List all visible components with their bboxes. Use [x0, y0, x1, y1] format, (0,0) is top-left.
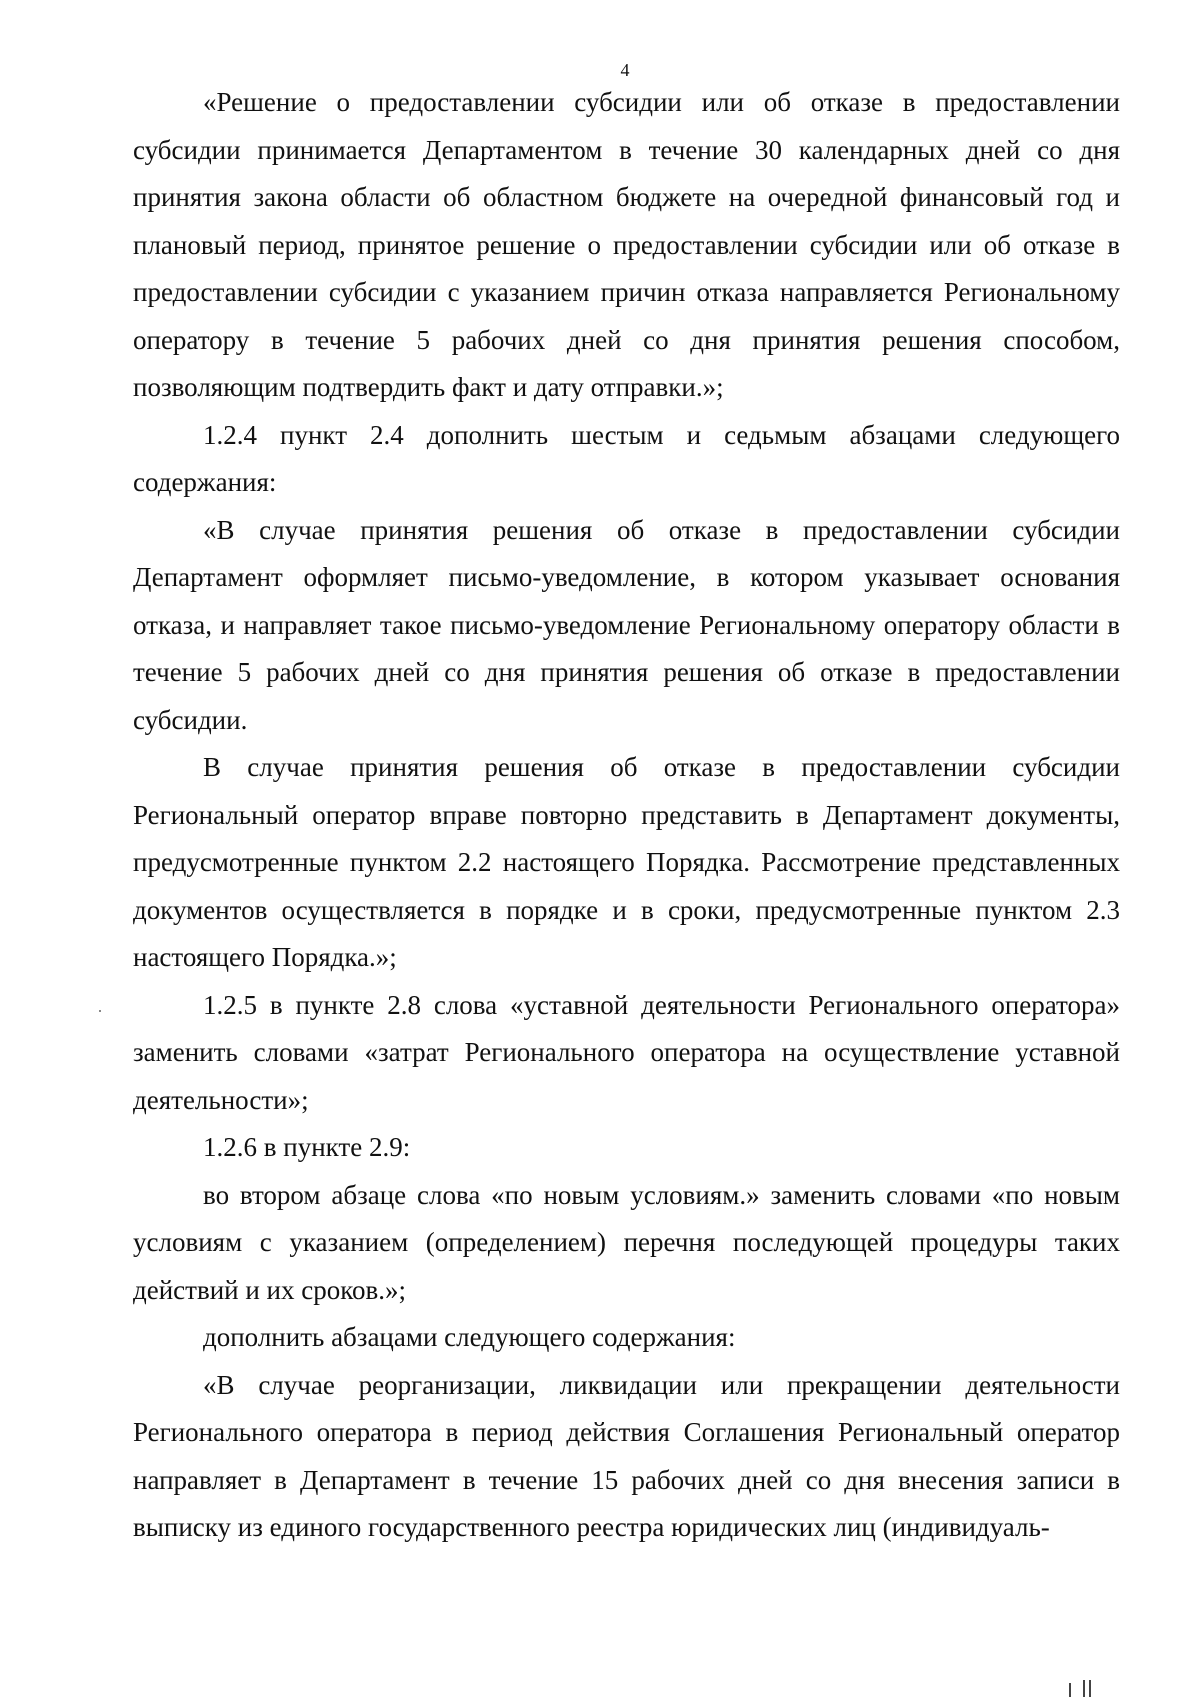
page-number: 4 [620, 60, 630, 80]
scan-artifact-mark-2 [1083, 1680, 1085, 1697]
paragraph-add-abzats: дополнить абзацами следующего содержания: [203, 1322, 736, 1352]
scan-artifact-dot [99, 1010, 101, 1012]
paragraph-second-abzats: во втором абзаце слова «по новым условиям.» заменить словами «по новым условиям с указанием (определением) перечня последующей процедуры таких действий и их сроков.»; [133, 1179, 1120, 1305]
paragraph-reorganization: «В случае реорганизации, ликвидации или прекращении деятельности Регионального оператора в период действия Соглашения Региональный оператор направляет в Департамент в течение 15 рабочих дней со дня внесения записи в выписку из единого государственного реестра юридических лиц (индивидуаль- [133, 1369, 1120, 1542]
paragraph-item-1-2-6: 1.2.6 в пункте 2.9: [203, 1132, 411, 1162]
scan-artifact-mark-1 [1069, 1683, 1071, 1697]
paragraph-subsidy-decision: «Решение о предоставлении субсидии или об отказе в предоставлении субсидии принимается Департаментом в течение 30 календарных дней со дня принятия закона области об областном бюджете на очередной финансовый год и плановый период, принятое решение о предоставлении субсидии или об отказе в предоставлении субсидии с указанием причин отказа направляется Региональному оператору в течение 5 рабочих дней со дня принятия решения способом, позволяющим подтвердить факт и дату отправки.»; [133, 87, 1120, 402]
scan-artifact-mark-3 [1089, 1680, 1091, 1697]
document-body [133, 79, 1120, 1552]
paragraph-item-1-2-5: 1.2.5 в пункте 2.8 слова «уставной деятельности Регионального оператора» заменить словами «затрат Регионального оператора на осуществление уставной деятельности»; [133, 989, 1120, 1115]
paragraph-resubmission: В случае принятия решения об отказе в предоставлении субсидии Региональный оператор вправе повторно представить в Департамент документы, предусмотренные пунктом 2.2 настоящего Порядка. Рассмотрение представленных документов осуществляется в порядке и в сроки, предусмотренные пунктом 2.3 настоящего Порядка.»; [133, 752, 1120, 972]
paragraph-refusal-notice: «В случае принятия решения об отказе в предоставлении субсидии Департамент оформляет письмо-уведомление, в котором указывает основания отказа, и направляет такое письмо-уведомление Региональному оператору области в течение 5 рабочих дней со дня принятия решения об отказе в предоставлении субсидии. [133, 514, 1120, 735]
paragraph-item-1-2-4: 1.2.4 пункт 2.4 дополнить шестым и седьмым абзацами следующего содержания: [133, 419, 1120, 497]
